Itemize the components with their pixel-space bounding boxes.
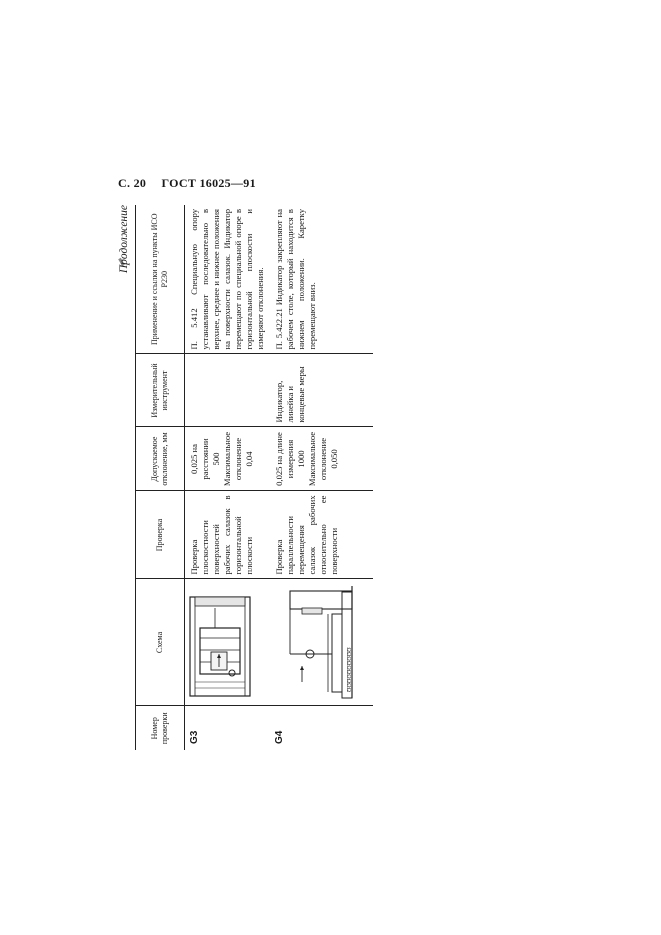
check-number: G3 xyxy=(189,730,200,744)
page-number: С. 20 xyxy=(118,176,147,190)
page-header xyxy=(118,176,256,191)
check-description: Проверка плоскостности поверхностей рабочих салазок в горизонтальной плоскости xyxy=(185,491,271,579)
scheme-g4-drawing xyxy=(272,583,360,703)
check-table xyxy=(135,205,373,750)
table-row xyxy=(270,205,373,750)
check-description: Проверка параллельности перемещения салазок рабочих относительно ее поверхности xyxy=(270,491,373,579)
scheme-g3-drawing xyxy=(187,583,253,703)
col-instrument: Измерительный инструмент xyxy=(136,354,185,427)
table-wrap xyxy=(118,205,362,750)
tolerance-value: 0,025 на длине измерения 1000 Максимальное отклонение 0,050 xyxy=(270,427,373,491)
instrument: Индикатор, линейка и концевые меры xyxy=(270,354,373,427)
svg-text:ƱƱƱƱƱƱƱƱƱƱ: ƱƱƱƱƱƱƱƱƱƱ xyxy=(347,647,353,693)
check-number: G4 xyxy=(274,730,285,744)
col-tolerance: Допускаемое отклонение, мм xyxy=(136,427,185,491)
scheme-g4 xyxy=(270,579,373,706)
application-text: П. 5.412 Специальную опору устанавливают последовательно в верхнее, среднее и нижнее положения на поверхности салазок. Индикатор перемещают по специальной опоре в горизонтальной плоскости и измеряют отклонения. xyxy=(185,205,271,354)
col-scheme: Схема xyxy=(136,579,185,706)
continuation-label: Продолжение xyxy=(118,205,130,274)
rotated-table-container xyxy=(118,205,362,750)
col-application: Применение и ссылки на пункты ИСО Р230 xyxy=(136,205,185,354)
col-check: Проверка xyxy=(136,491,185,579)
table-row xyxy=(185,205,271,750)
tolerance-value: 0,025 на расстоянии 500 Максимальное отклонение 0,04 xyxy=(185,427,271,491)
table-header-row xyxy=(136,205,185,750)
instrument xyxy=(185,354,271,427)
scheme-g3 xyxy=(185,579,271,706)
application-text: П. 5.422.21 Индикатор закрепляют на рабочем столе, который находится в нижнем положении. Каретку перемещают вниз. xyxy=(270,205,373,354)
col-number: Номер проверки xyxy=(136,706,185,750)
standard-title: ГОСТ 16025—91 xyxy=(161,176,256,190)
